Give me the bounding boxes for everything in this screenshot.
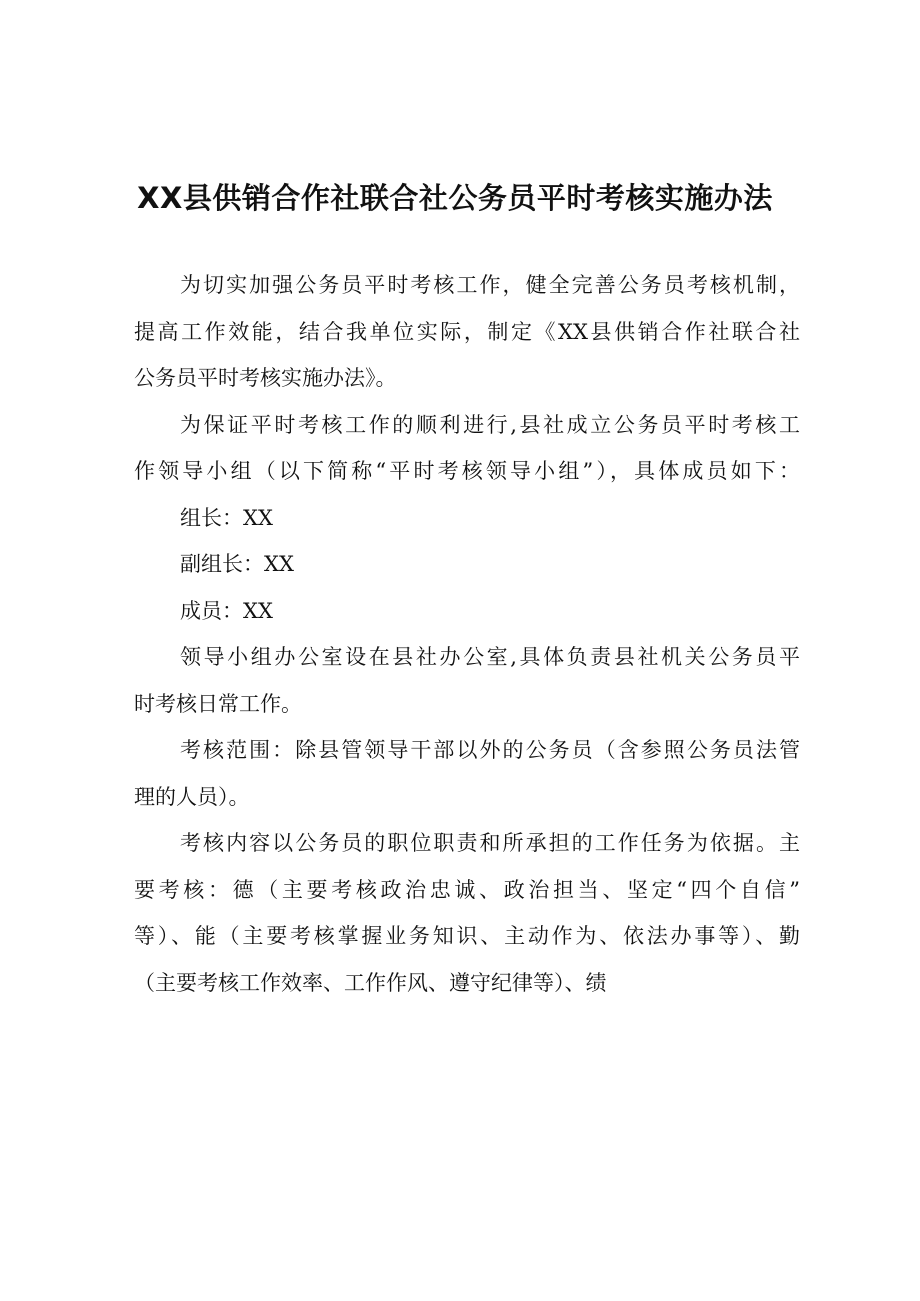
body-text-line: （主要考核工作效率、工作作风、遵守纪律等）、绩 <box>134 970 607 995</box>
body-text-line: 时考核日常工作。 <box>134 691 302 716</box>
body-text-line: 公务员平时考核实施办法》。 <box>134 366 397 390</box>
body-text-line: 成员：XX <box>180 598 273 623</box>
body-text-line: 作领导小组（以下简称“平时考核领导小组”），具体成员如下： <box>134 459 800 483</box>
body-text-line: 考核范围：除县管领导干部以外的公务员（含参照公务员法管 <box>180 738 800 762</box>
document-title: XX县供销合作社联合社公务员平时考核实施办法 <box>137 181 773 215</box>
body-text-line: 提高工作效能，结合我单位实际，制定《XX县供销合作社联合社 <box>134 319 800 344</box>
body-text-line: 考核内容以公务员的职位职责和所承担的工作任务为依据。主 <box>180 831 800 855</box>
body-text-line: 副组长：XX <box>180 552 294 576</box>
body-text-line: 要考核：德（主要考核政治忠诚、政治担当、坚定“四个自信” <box>134 877 800 902</box>
body-text-line: 等）、能（主要考核掌握业务知识、主动作为、依法办事等）、勤 <box>134 924 800 948</box>
body-text-line: 为保证平时考核工作的顺利进行,县社成立公务员平时考核工 <box>180 412 800 437</box>
body-text-line: 为切实加强公务员平时考核工作，健全完善公务员考核机制， <box>180 273 800 297</box>
body-text-line: 领导小组办公室设在县社办公室,具体负责县社机关公务员平 <box>180 645 800 669</box>
body-text-line: 理的人员）。 <box>134 784 250 809</box>
body-text-line: 组长：XX <box>180 505 273 530</box>
document-body <box>134 262 800 1006</box>
